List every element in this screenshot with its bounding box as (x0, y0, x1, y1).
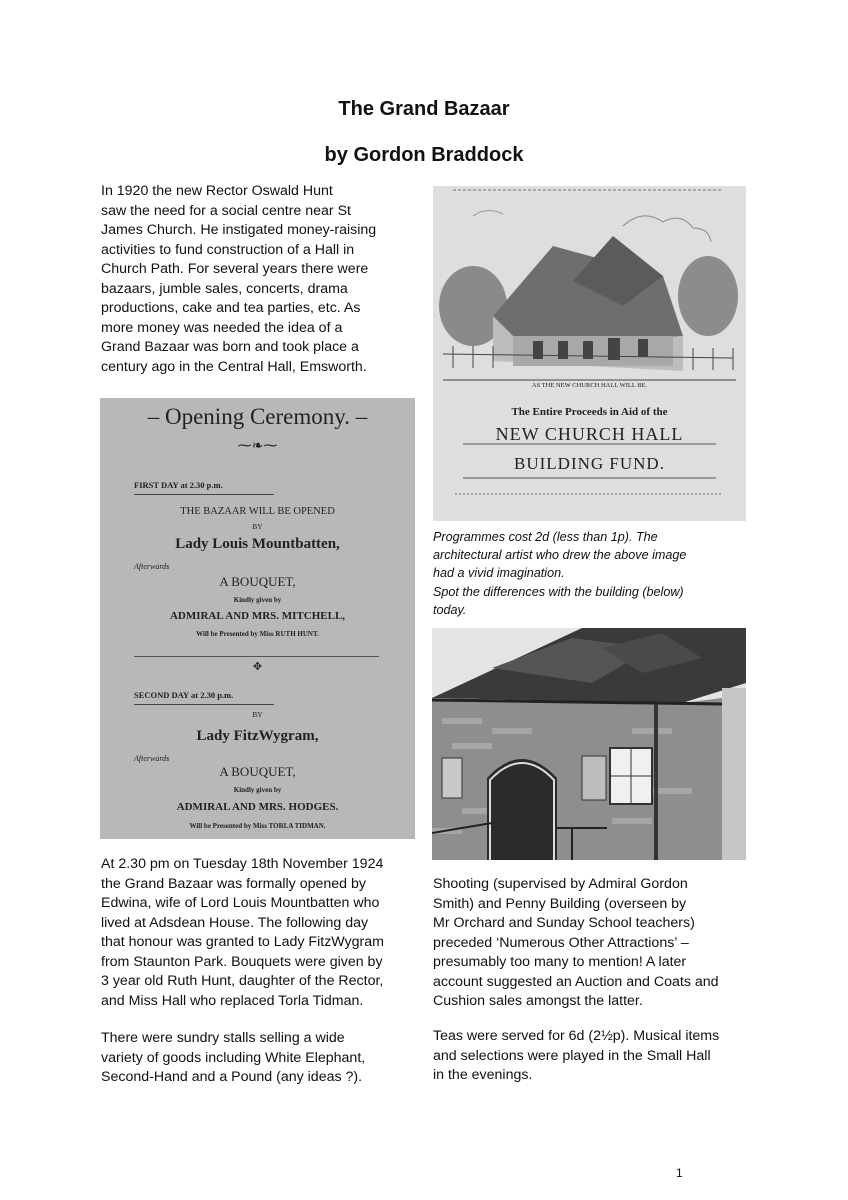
article-byline: by Gordon Braddock (324, 144, 524, 166)
text-line: Spot the differences with the building (below) (433, 584, 684, 599)
programme-day2-label: SECOND DAY at 2.30 p.m. (134, 690, 234, 700)
article-title: The Grand Bazaar (338, 98, 510, 120)
text-line: preceded ‘Numerous Other Attractions’ – (433, 934, 689, 951)
text-line: century ago in the Central Hall, Emsworth. (101, 358, 367, 375)
text-line: productions, cake and tea parties, etc. As (101, 300, 361, 316)
text-line: had a vivid imagination. (433, 566, 565, 581)
drawing-proceeds: The Entire Proceeds in Aid of the (511, 406, 668, 418)
divider (134, 656, 379, 657)
programme-by: BY (252, 522, 263, 531)
text-line: that honour was granted to Lady FitzWygram (101, 934, 384, 950)
text-line: and selections were played in the Small Hall (433, 1047, 711, 1064)
text-line: Grand Bazaar was born and took place a (101, 339, 359, 355)
programme-day2-presenter: Will be Presented by Miss TORLA TIDMAN. (189, 822, 326, 830)
text-line: Programmes cost 2d (less than 1p). The (433, 530, 658, 544)
image-caption (433, 528, 753, 619)
text-line: in the evenings. (433, 1067, 533, 1083)
programme-afterwards: Afterwards (134, 562, 170, 571)
programme-day2-donors: ADMIRAL AND MRS. HODGES. (176, 801, 339, 813)
drawing-fund-line1: NEW CHURCH HALL (495, 424, 684, 444)
ornament: ✥ (252, 661, 263, 673)
text-line: from Staunton Park. Bouquets were given by (101, 953, 383, 970)
text-line: Edwina, wife of Lord Louis Mountbatten who (101, 895, 380, 911)
text-line: Second-Hand and a Pound (any ideas ?). (101, 1069, 363, 1085)
building-illustration (432, 628, 746, 860)
programme-bouquet: A BOUQUET, (219, 764, 296, 779)
text-line: more money was needed the idea of a (101, 319, 343, 336)
text-line: bazaars, jumble sales, concerts, drama (101, 280, 348, 297)
attractions-paragraph (433, 875, 753, 1012)
text-line: 3 year old Ruth Hunt, daughter of the Rector, (101, 973, 384, 989)
text-line: saw the need for a social centre near St (101, 202, 351, 219)
programme-heading: – Opening Ceremony. – (147, 404, 368, 429)
text-line: In 1920 the new Rector Oswald Hunt (101, 183, 333, 199)
opening-ceremony-programme-image (100, 398, 415, 839)
programme-day1-presenter: Will be Presented by Miss RUTH HUNT. (196, 630, 319, 638)
text-line: the Grand Bazaar was formally opened by (101, 875, 366, 892)
text-line: activities to fund construction of a Hall in (101, 241, 355, 258)
programme-day1-line: THE BAZAAR WILL BE OPENED (180, 506, 335, 517)
programme-bouquet: A BOUQUET, (219, 574, 296, 589)
text-line: James Church. He instigated money-raising (101, 222, 377, 238)
opening-paragraph (101, 855, 421, 1011)
text-line: Shooting (supervised by Admiral Gordon (433, 876, 688, 892)
programme-day1-donors: ADMIRAL AND MRS. MITCHELL, (169, 610, 346, 622)
text-line: account suggested an Auction and Coats and (433, 973, 719, 990)
text-line: Church Path. For several years there were (101, 261, 369, 277)
programme-day1-opener: Lady Louis Mountbatten, (175, 536, 340, 552)
programme-by: BY (252, 710, 263, 719)
text-line: Mr Orchard and Sunday School teachers) (433, 915, 695, 931)
text-line: At 2.30 pm on Tuesday 18th November 1924 (101, 856, 384, 872)
programme-day2-opener: Lady FitzWygram, (196, 728, 319, 744)
programme-day1-label: FIRST DAY at 2.30 p.m. (134, 480, 223, 490)
programme-afterwards: Afterwards (134, 754, 170, 763)
programme-kindly: Kindly given by (233, 596, 282, 604)
text-line: Cushion sales amongst the latter. (433, 993, 643, 1009)
drawing-fund-line2: BUILDING FUND. (514, 454, 665, 473)
intro-paragraph (101, 182, 421, 377)
text-line: presumably too many to mention! A later (433, 954, 687, 970)
stalls-paragraph (101, 1029, 421, 1088)
drawing-caption-line: AS THE NEW CHURCH HALL WILL BE. (531, 382, 648, 389)
text-line: Smith) and Penny Building (overseen by (433, 895, 687, 912)
text-line: lived at Adsdean House. The following day (101, 914, 369, 931)
text-line: and Miss Hall who replaced Torla Tidman. (101, 992, 364, 1009)
ornament: ⁓❧⁓ (237, 439, 278, 454)
divider (134, 494, 274, 495)
teas-paragraph (433, 1027, 753, 1086)
programme-kindly: Kindly given by (233, 786, 282, 794)
text-line: Teas were served for 6d (2½p). Musical items (433, 1028, 720, 1044)
page-number: 1 (676, 1166, 683, 1180)
church-hall-drawing-image (433, 186, 746, 521)
text-line: variety of goods including White Elephant, (101, 1049, 366, 1066)
church-hall-photo (432, 628, 746, 860)
text-line: There were sundry stalls selling a wide (101, 1030, 345, 1046)
divider (134, 704, 274, 705)
text-line: architectural artist who drew the above image (433, 548, 687, 563)
text-line: today. (433, 602, 467, 617)
